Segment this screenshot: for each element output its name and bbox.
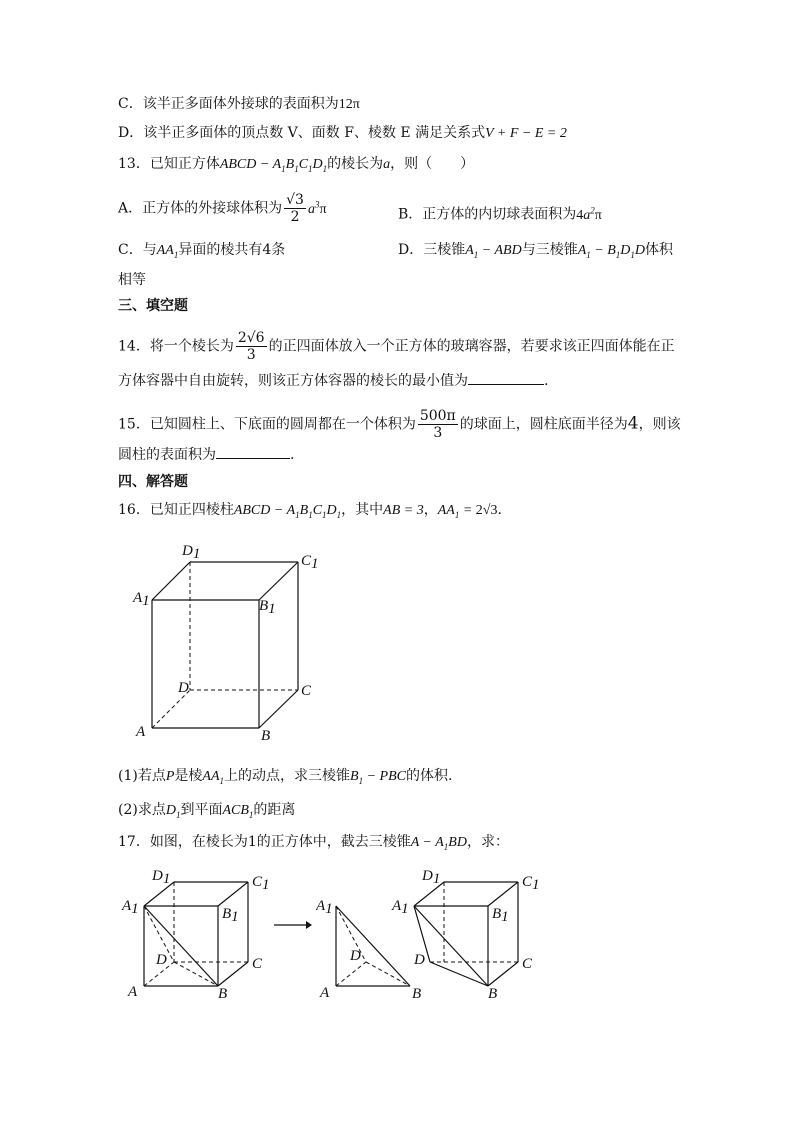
q13-option-b (398, 200, 602, 226)
arrow-right-icon (272, 918, 312, 932)
q16-label-b: B (261, 728, 271, 744)
q13-option-b-math: $4a^2\pi$ (576, 205, 602, 223)
q17-stem (118, 832, 509, 857)
q16-part2-mid: 到平面 (180, 802, 223, 818)
q17-fig3-label-b: B (488, 986, 498, 1002)
q15-fraction: $\frac{500\pi}{3}$ (419, 408, 456, 441)
q17-fig3-label-c: C (522, 956, 533, 972)
q16-part2 (118, 800, 295, 825)
q13-option-d-pyramid2: $A_1 - B_1D_1D$ (577, 243, 646, 260)
q16-stem (118, 500, 502, 525)
q17-fig1-label-a1: A1 (122, 898, 139, 917)
q17-fig1-label-d1: D1 (152, 868, 171, 887)
q16-label-a: A (136, 724, 146, 740)
q16-mid: ，其中 (341, 502, 384, 518)
q14-fraction: $\frac{2√6}{3}$ (237, 330, 265, 363)
q14-end: . (544, 373, 549, 389)
q13-stem-prefix: 13．已知正方体 (118, 156, 220, 172)
q16-part1-pyramid: $B_1$ − PBC (350, 769, 406, 786)
q12-option-c (118, 94, 360, 115)
q13-cube-name: ABCD − $A_1B_1C_1D_1$ (219, 157, 328, 174)
q14-answer-blank[interactable] (468, 370, 544, 385)
q16-part1 (118, 766, 452, 791)
q13-option-a-math: $a^3\pi$ (307, 198, 327, 217)
q16-end: . (497, 502, 502, 518)
q16-part2-point: $D_1$ (165, 803, 181, 820)
q15-line2-text: 圆柱的表面积为 (118, 447, 216, 463)
q17-suffix: ，求： (466, 834, 509, 850)
q14-line1 (118, 330, 675, 363)
q17-fig3-label-c1: C1 (522, 874, 540, 893)
q16-prefix: 16．已知正四棱柱 (118, 502, 234, 518)
q15-radius: 4 (627, 413, 639, 434)
q14-suffix: 的正四面体放入一个正方体的玻璃容器，若要求该正四面体能在正 (268, 338, 675, 355)
q15-prefix: 15．已知圆柱上、下底面的圆周都在一个体积为 (118, 416, 416, 433)
q16-part1-edge: $AA_1$ (202, 769, 225, 786)
q17-fig3-label-a1: A1 (392, 898, 409, 917)
q16-label-d1: D1 (182, 543, 201, 562)
q15-answer-blank[interactable] (216, 444, 290, 459)
q17-figure-remaining (388, 866, 548, 1006)
q13-option-a (118, 192, 327, 225)
q13-stem-suffix: ，则（ ） (390, 156, 475, 172)
q17-fig1-label-a: A (128, 984, 138, 1000)
q16-label-a1: A1 (133, 590, 150, 609)
q13-option-a-fraction: $\frac{√3}{2}$ (286, 192, 304, 225)
q17-fig1-label-d: D (156, 952, 167, 968)
q17-fig2-label-a1: A1 (316, 898, 333, 917)
q17-fig3-label-d1: D1 (422, 868, 441, 887)
q16-part1-p: P (165, 769, 175, 784)
q17-fig3-label-b1: B1 (492, 906, 509, 925)
section-4-title: 四、解答题 (118, 474, 188, 490)
q13-option-c-pre: C．与 (118, 242, 157, 258)
q13-option-b-label: B．正方体的内切球表面积为 (398, 206, 577, 223)
q16-label-c: C (301, 683, 312, 699)
q16-label-d: D (178, 680, 189, 696)
q13-option-c-edge: $AA_1$ (156, 243, 179, 260)
q12-option-d-text: D．该半正多面体的顶点数 V、面数 F、棱数 E 满足关系式 (118, 125, 486, 141)
q17-prefix: 17．如图，在棱长为1的正方体中，截去三棱锥 (118, 834, 411, 850)
q17-pyramid: $A - A_1BD$ (410, 835, 467, 852)
q15-mid: 的球面上，圆柱底面半径为 (459, 416, 628, 433)
q13-option-c (118, 240, 285, 265)
q17-fig1-label-c: C (252, 956, 263, 972)
q14-prefix: 14．将一个棱长为 (118, 338, 234, 355)
q17-fig1-label-b: B (218, 986, 228, 1002)
q16-part1-end: 的体积. (405, 768, 453, 784)
section-3-title: 三、填空题 (118, 298, 188, 314)
q16-part2-pre: (2)求点 (118, 802, 166, 818)
q16-part2-end: 的距离 (253, 802, 296, 818)
q13-option-d-pre: D．三棱锥 (398, 242, 466, 258)
q13-option-d-wrap: 相等 (118, 272, 146, 288)
q16-aa1: $AA_1 = 2√3$ (437, 503, 498, 520)
q14-line2-text: 方体容器中自由旋转，则该正方体容器的棱长的最小值为 (118, 373, 468, 389)
q16-label-b1: B1 (259, 598, 276, 617)
q12-option-c-text: C．该半正多面体外接球的表面积为 (118, 96, 339, 112)
q13-option-c-post: 异面的棱共有4条 (178, 242, 286, 258)
q13-stem-mid: 的棱长为 (327, 156, 384, 172)
q16-sep: ， (423, 502, 438, 518)
q15-line2 (118, 444, 294, 465)
q17-fig1-label-b1: B1 (222, 906, 239, 925)
q13-option-d-pyramid1: $A_1$ − ABD (465, 243, 522, 260)
q17-fig1-label-c1: C1 (252, 874, 270, 893)
q15-end: . (290, 447, 295, 463)
q16-part1-pre: (1)若点 (118, 768, 166, 784)
q17-figure-cube (118, 866, 278, 1006)
q13-option-a-label: A．正方体的外接球体积为 (118, 200, 283, 217)
q16-part1-mid: 是棱 (174, 768, 203, 784)
q17-fig3-label-d: D (414, 952, 425, 968)
q16-ab: AB = 3 (383, 503, 424, 518)
q16-part1-mid2: 上的动点，求三棱锥 (224, 768, 351, 784)
q17-fig2-label-d: D (350, 948, 361, 964)
q16-part2-plane: $ACB_1$ (222, 803, 254, 820)
q16-figure (128, 540, 328, 750)
q13-stem (118, 154, 474, 179)
q16-label-c1: C1 (301, 553, 319, 572)
q17-fig2-label-b: B (412, 986, 422, 1002)
q13-stem-var: a (383, 157, 391, 172)
q12-option-d-math: V + F − E = 2 (485, 126, 567, 141)
q12-option-c-math: 12π (338, 97, 360, 112)
q17-fig2-label-a: A (320, 985, 330, 1001)
q14-line2 (118, 370, 548, 391)
q13-option-d (398, 240, 673, 265)
q15-line1 (118, 408, 681, 441)
q15-suffix: ，则该 (638, 416, 681, 433)
q12-option-d (118, 123, 567, 144)
q16-prism-name: ABCD − $A_1B_1C_1D_1$ (233, 503, 342, 520)
q13-option-d-post: 体积 (645, 242, 674, 258)
q13-option-d-mid: 与三棱锥 (521, 242, 578, 258)
